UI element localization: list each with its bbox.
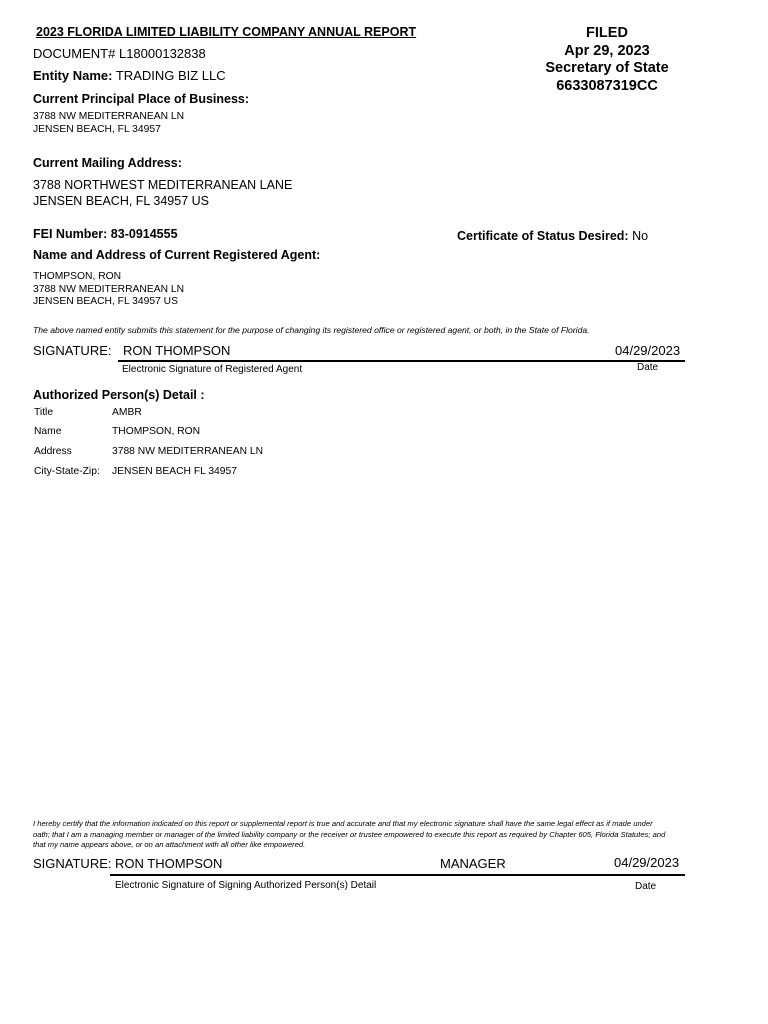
filed-number: 6633087319CC [556, 77, 658, 94]
principal-address [33, 111, 184, 136]
person-signature-name: RON THOMPSON [115, 856, 223, 871]
mailing-address [33, 178, 292, 209]
report-title: 2023 FLORIDA LIMITED LIABILITY COMPANY ANNUAL REPORT [36, 25, 417, 39]
agent-signature-line [118, 360, 685, 362]
fei-value: 83-0914555 [110, 227, 178, 241]
principal-line1: 3788 NW MEDITERRANEAN LN [33, 111, 185, 122]
certificate-value: No [632, 229, 649, 243]
mailing-line1: 3788 NORTHWEST MEDITERRANEAN LANE [33, 178, 293, 192]
principal-line2: JENSEN BEACH, FL 34957 [33, 123, 161, 135]
certification-line2: oath; that I am a managing member or manager of the limited liability company or the receiver or trustee empowered to execute this report as required by Chapter 605, Florida Statutes; and [33, 829, 666, 839]
person-signature-label: SIGNATURE: [33, 856, 112, 871]
person-date-caption: Date [635, 881, 657, 892]
certificate-label: Certificate of Status Desired: [457, 229, 629, 243]
detail-value-address: 3788 NW MEDITERRANEAN LN [112, 446, 264, 457]
detail-value-title: AMBR [112, 407, 142, 418]
certification-line1: I hereby certify that the information indicated on this report or supplemental report is true and accurate and that my electronic signature shall have the same legal effect as if made under [33, 819, 653, 828]
mailing-line2: JENSEN BEACH, FL 34957 US [33, 193, 209, 208]
agent-line2: 3788 NW MEDITERRANEAN LN [33, 283, 185, 295]
agent-label: Name and Address of Current Registered Agent: [33, 248, 321, 262]
document-label: DOCUMENT# [33, 46, 116, 61]
agent-signature-label: SIGNATURE: [33, 343, 112, 358]
fei-number [33, 227, 178, 241]
principal-label: Current Principal Place of Business: [33, 92, 250, 106]
person-signature-caption: Electronic Signature of Signing Authorized Person(s) Detail [115, 880, 377, 891]
agent-address [33, 271, 184, 309]
agent-signature-name: RON THOMPSON [123, 343, 231, 358]
filed-office: Secretary of State [545, 60, 669, 76]
agent-signature-caption: Electronic Signature of Registered Agent [122, 364, 303, 375]
detail-label-address: Address [34, 446, 72, 457]
fei-label: FEI Number: [33, 227, 108, 241]
detail-label-title: Title [34, 407, 54, 418]
detail-label-city: City-State-Zip: [34, 466, 100, 477]
agent-line1: THOMPSON, RON [33, 271, 122, 282]
authorized-heading: Authorized Person(s) Detail : [33, 388, 205, 402]
detail-value-city: JENSEN BEACH FL 34957 [112, 466, 237, 477]
entity-value: TRADING BIZ LLC [115, 68, 226, 83]
person-signature-line [110, 874, 685, 876]
document-number [33, 46, 206, 61]
agent-signature-date: 04/29/2023 [615, 343, 681, 358]
person-signature-title: MANAGER [440, 856, 506, 871]
detail-label-name: Name [34, 426, 62, 437]
certificate-status [457, 229, 648, 243]
agent-statement: The above named entity submits this statement for the purpose of changing its registered office or registered agent, or both, in the State of Florida. [33, 325, 590, 335]
detail-value-name: THOMPSON, RON [112, 426, 201, 437]
filed-stamp [520, 25, 694, 95]
mailing-label: Current Mailing Address: [33, 156, 182, 170]
certification-text [33, 819, 665, 851]
filed-date: Apr 29, 2023 [564, 42, 650, 59]
entity-name [33, 68, 226, 83]
person-signature-date: 04/29/2023 [614, 855, 680, 870]
document-value: L18000132838 [118, 46, 206, 61]
certification-line3: that my name appears above, or on an attachment with all other like empowered. [33, 840, 306, 849]
agent-date-caption: Date [637, 362, 659, 373]
filed-status: FILED [586, 25, 628, 41]
agent-line3: JENSEN BEACH, FL 34957 US [33, 296, 178, 307]
entity-label: Entity Name: [33, 68, 113, 83]
